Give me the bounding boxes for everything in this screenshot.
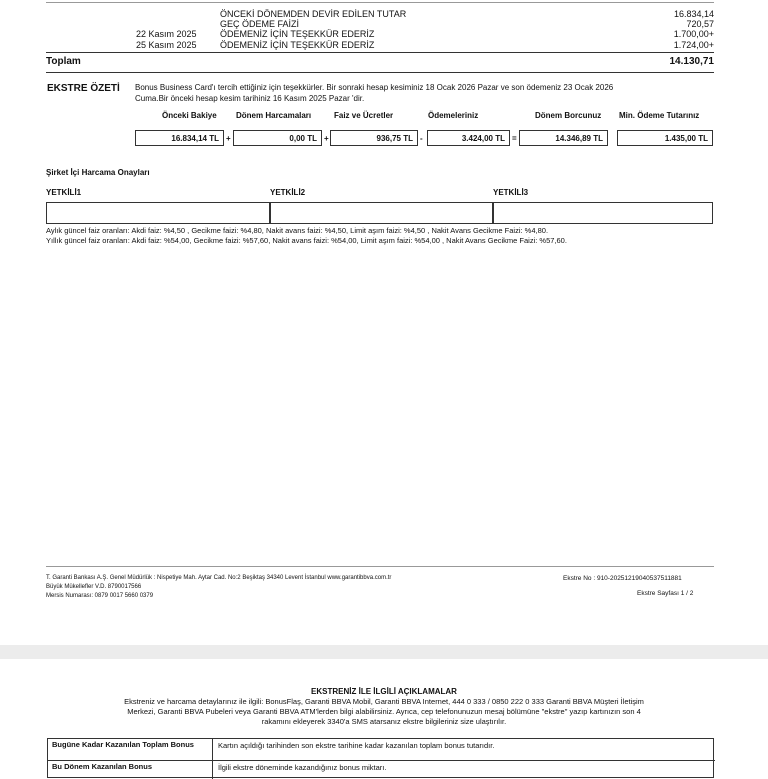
approver-label: YETKİLİ2 bbox=[270, 188, 306, 197]
approvals-title: Şirket İçi Harcama Onayları bbox=[46, 168, 150, 177]
transaction-description: ÖNCEKİ DÖNEMDEN DEVİR EDİLEN TUTAR bbox=[220, 9, 407, 19]
table-column-divider bbox=[212, 739, 213, 779]
footer-divider bbox=[46, 566, 714, 567]
summary-text-line-2: Cuma.Bir önceki hesap kesim tarihiniz 16 Kasım 2025 Pazar 'dir. bbox=[135, 94, 365, 103]
summary-value-box: 3.424,00 TL bbox=[427, 130, 510, 146]
signature-box bbox=[269, 202, 494, 224]
transaction-date: 25 Kasım 2025 bbox=[136, 40, 197, 50]
transaction-description: ÖDEMENİZ İÇİN TEŞEKKÜR EDERİZ bbox=[220, 40, 375, 50]
operator-minus: - bbox=[420, 134, 423, 143]
footer-tax-office: Büyük Mükellefler V.D. 8790017566 bbox=[46, 584, 142, 590]
summary-col-label: Ödemeleriniz bbox=[428, 111, 479, 120]
total-amount: 14.130,71 bbox=[669, 56, 714, 67]
statement-number: Ekstre No : 910-20251219040537511881 bbox=[563, 575, 682, 582]
summary-col-label: Önceki Bakiye bbox=[162, 111, 217, 120]
operator-plus: + bbox=[324, 134, 329, 143]
operator-plus: + bbox=[226, 134, 231, 143]
total-divider bbox=[46, 52, 714, 53]
summary-value-box: 14.346,89 TL bbox=[519, 130, 608, 146]
summary-value-box: 936,75 TL bbox=[330, 130, 418, 146]
total-label: Toplam bbox=[46, 56, 81, 67]
explanations-table bbox=[47, 738, 714, 778]
table-row-term: Bugüne Kadar Kazanılan Toplam Bonus bbox=[52, 740, 194, 749]
footer-mersis: Mersis Numarası: 0879 0017 5660 0379 bbox=[46, 593, 154, 599]
transaction-amount: 720,57 bbox=[686, 19, 714, 29]
transaction-amount: 1.700,00+ bbox=[673, 29, 714, 39]
summary-value-box: 0,00 TL bbox=[233, 130, 322, 146]
signature-box bbox=[46, 202, 271, 224]
table-row-term: Bu Dönem Kazanılan Bonus bbox=[52, 762, 153, 771]
explanations-heading: EKSTRENİZ İLE İLGİLİ AÇIKLAMALAR bbox=[311, 687, 457, 696]
summary-heading: EKSTRE ÖZETİ bbox=[47, 83, 120, 94]
monthly-rates: Aylık güncel faiz oranları: Akdi faiz: %4,50 , Gecikme faizi: %4,80, Nakit avans faizi: %4,50, Limit aşım faizi: %4,50 , Nakit Avans Gecikme Faizi: %4,80. bbox=[46, 226, 549, 235]
table-row-description: İlgili ekstre döneminde kazandığınız bonus miktarı. bbox=[218, 763, 387, 772]
explanations-intro-line-3: rakamını ekleyerek 3340'a SMS atarsanız ekstre bilgileriniz size ulaştırılır. bbox=[261, 717, 507, 726]
yearly-rates: Yıllık güncel faiz oranları: Akdi faiz: %54,00, Gecikme faizi: %57,60, Nakit avans faizi: %54,00, Limit aşım faizi: %54,00 , Nakit Avans Gecikme Faizi: %57,60. bbox=[46, 236, 567, 245]
page-number: Ekstre Sayfası 1 / 2 bbox=[637, 590, 694, 597]
transaction-date: 22 Kasım 2025 bbox=[136, 29, 197, 39]
explanations-intro-line-1: Ekstreniz ve harcama detaylarınız ile ilgili: BonusFlaş, Garanti BBVA Mobil, Garanti BBVA Internet, 444 0 333 / 0850 222 0 333 Garanti BBVA Müşteri İletişim bbox=[124, 697, 644, 706]
summary-col-label: Dönem Borcunuz bbox=[535, 111, 602, 120]
summary-col-label: Min. Ödeme Tutarınız bbox=[619, 111, 700, 120]
total-bottom-divider bbox=[46, 72, 714, 73]
transaction-description: GEÇ ÖDEME FAİZİ bbox=[220, 19, 300, 29]
summary-col-label: Faiz ve Ücretler bbox=[334, 111, 394, 120]
summary-text-line-1: Bonus Business Card'ı tercih ettiğiniz için teşekkürler. Bir sonraki hesap kesiminiz 18 Ocak 2026 Pazar ve son ödemeniz 23 Ocak 2026 bbox=[135, 83, 614, 92]
footer-address: T. Garanti Bankası A.Ş. Genel Müdürlük : Nispetiye Mah. Aytar Cad. No:2 Beşiktaş 34340 Levent İstanbul www.garantibbva.com.tr bbox=[46, 575, 392, 581]
summary-col-label: Dönem Harcamaları bbox=[236, 111, 312, 120]
explanations-intro-line-2: Merkezi, Garanti BBVA Pubeleri veya Garanti BBVA ATM'lerden bilgi alabilirsiniz. Ayrıca, cep telefonunuzun mesaj bölümüne "ekstre" yazıp kartınızın son 4 bbox=[127, 707, 641, 716]
summary-value-box: 16.834,14 TL bbox=[135, 130, 224, 146]
operator-equals: = bbox=[512, 134, 517, 143]
transaction-description: ÖDEMENİZ İÇİN TEŞEKKÜR EDERİZ bbox=[220, 29, 375, 39]
transaction-amount: 16.834,14 bbox=[673, 9, 714, 19]
statement-page-2 bbox=[0, 659, 768, 772]
page-separator bbox=[0, 645, 768, 659]
signature-box bbox=[492, 202, 713, 224]
table-row-divider bbox=[48, 760, 715, 761]
table-row-description: Kartın açıldığı tarihinden son ekstre tarihine kadar kazanılan toplam bonus tutarıdır. bbox=[218, 741, 495, 750]
transaction-amount: 1.724,00+ bbox=[673, 40, 714, 50]
approver-label: YETKİLİ3 bbox=[493, 188, 529, 197]
approver-label: YETKİLİ1 bbox=[46, 188, 82, 197]
top-divider bbox=[46, 2, 714, 3]
summary-value-box: 1.435,00 TL bbox=[617, 130, 713, 146]
